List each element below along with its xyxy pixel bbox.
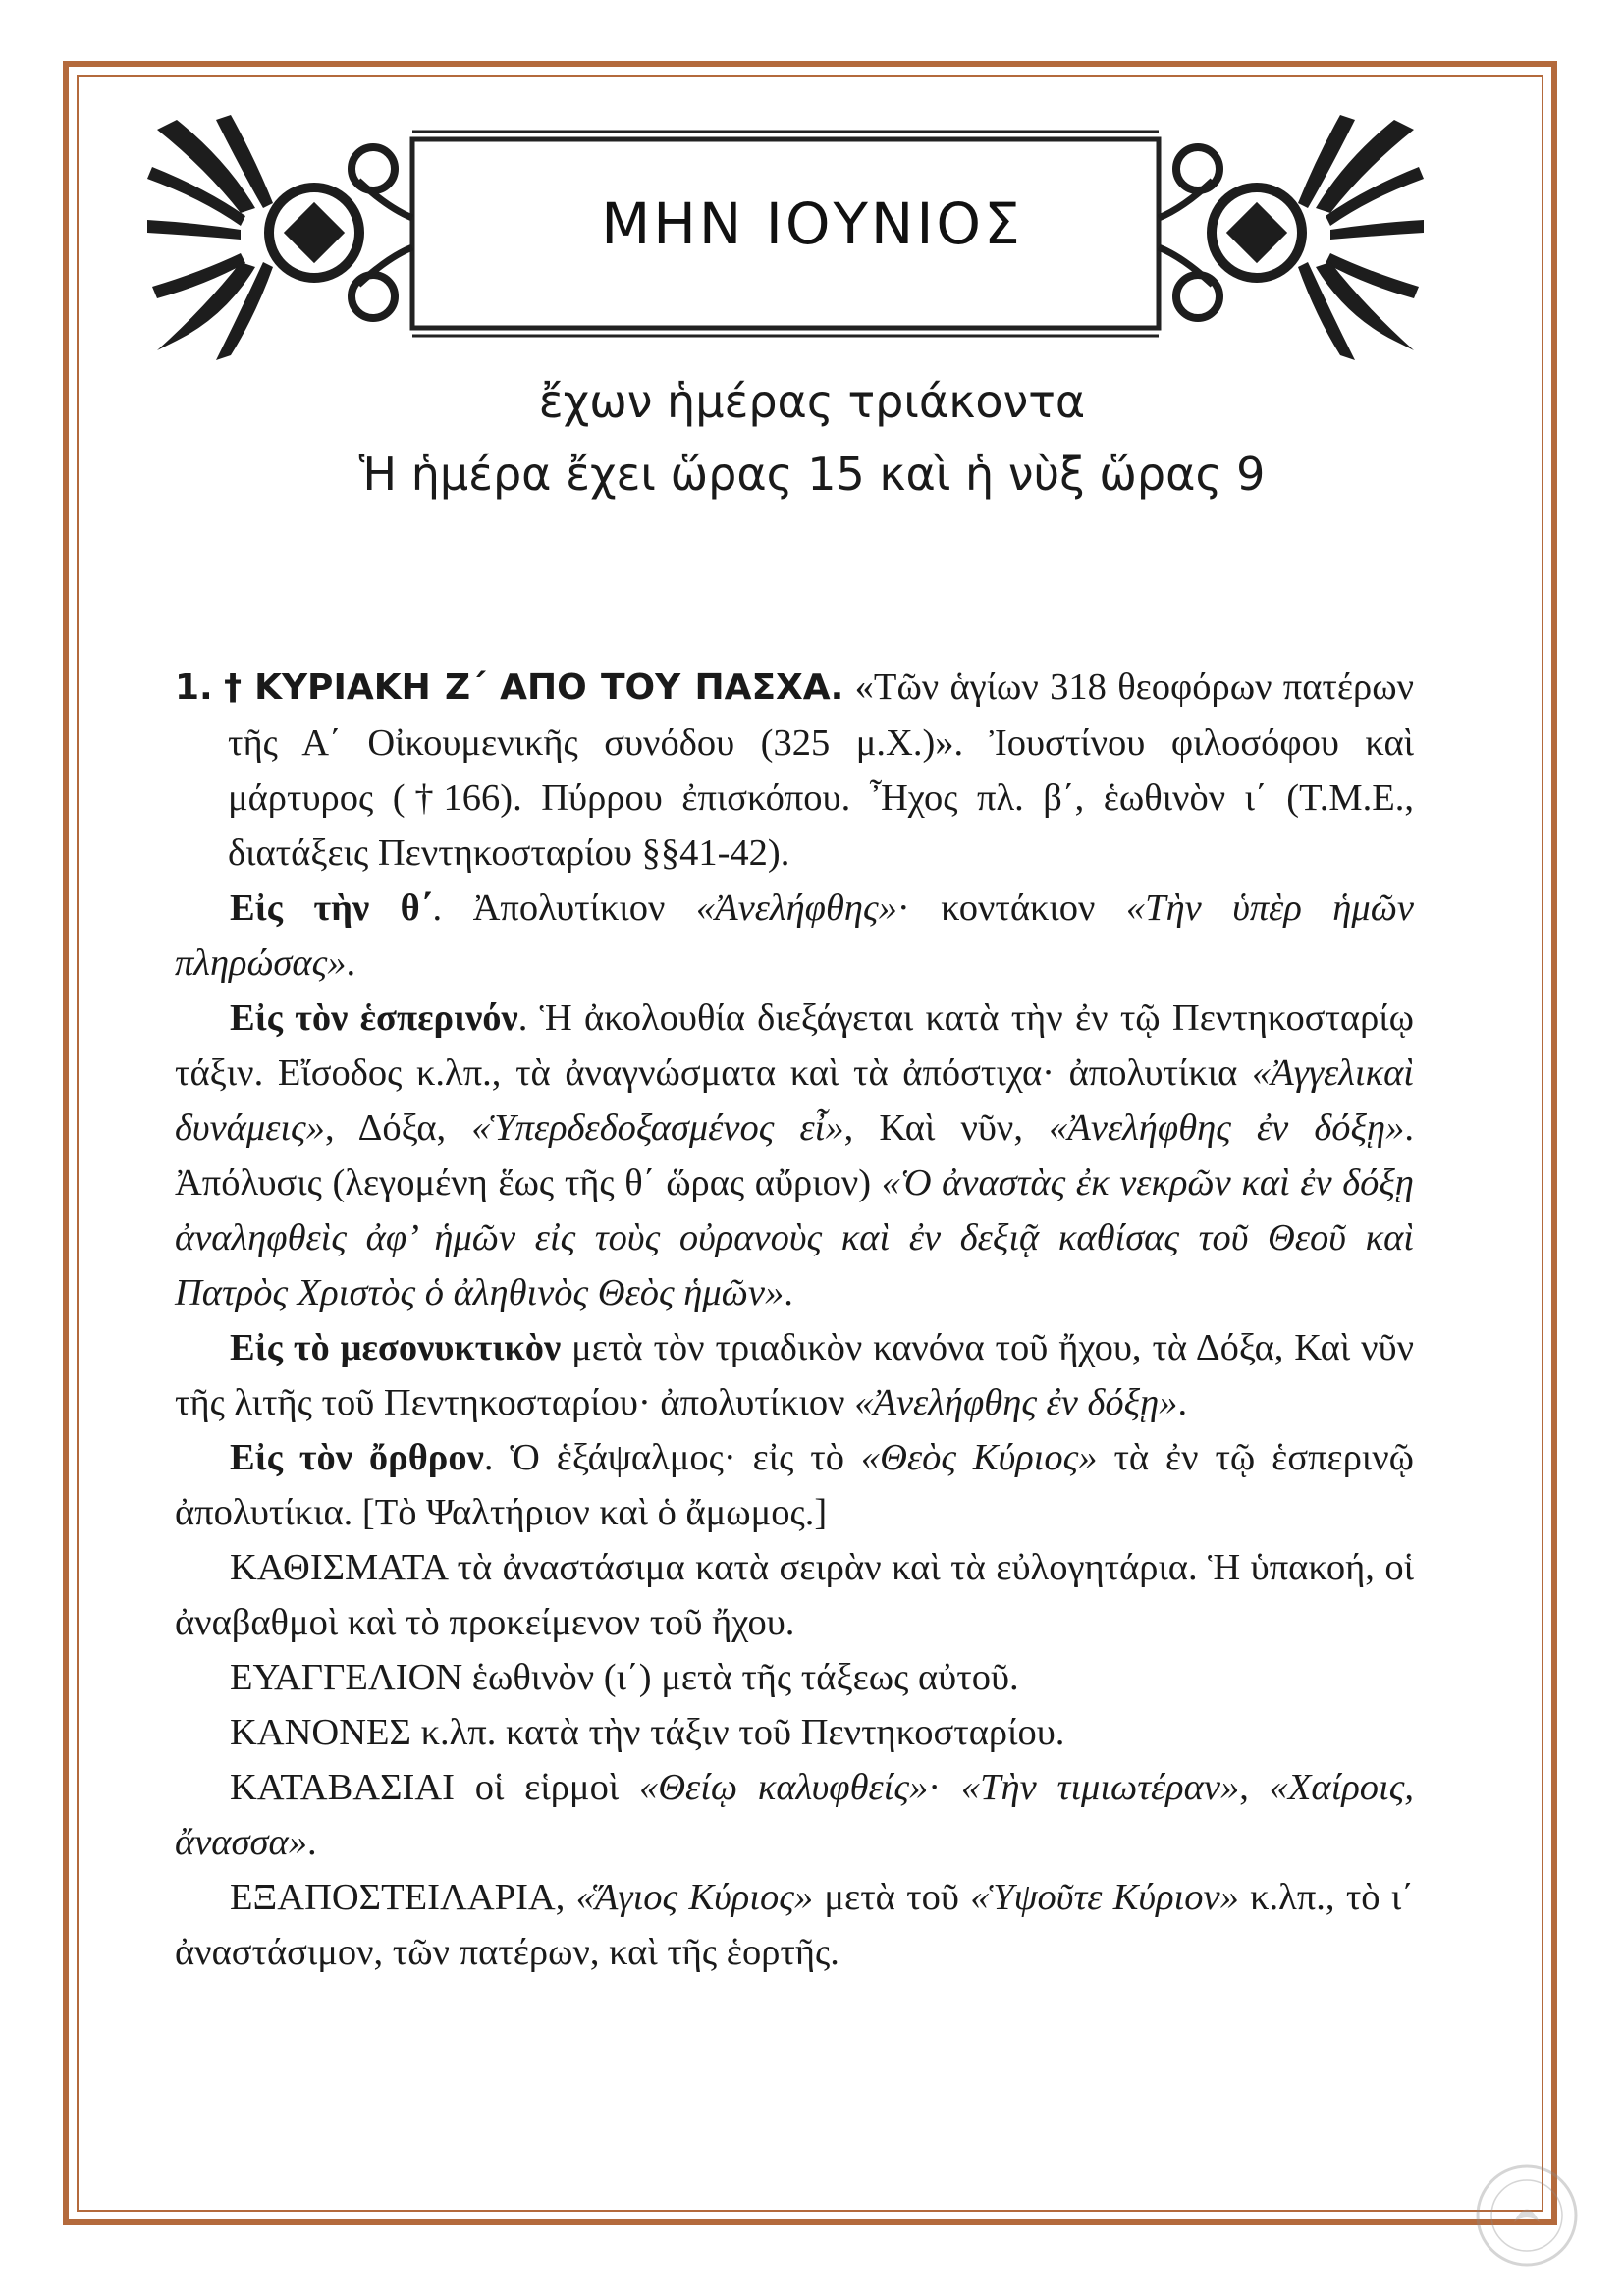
hours-line: Ἡ ἡμέρα ἔχει ὥρας 15 καὶ ἡ νὺξ ὥρας 9 <box>358 448 1266 501</box>
paragraph-exapostilaria <box>175 1870 1414 1980</box>
paragraph-text: κ.λπ., τὸ ι΄ ἀναστάσιμον, τῶν πατέρων, καὶ τῆς ἑορτῆς. <box>175 1877 1415 1973</box>
hymn-title: «Ἀνελήφθης ἐν δόξῃ» <box>854 1382 1178 1423</box>
entry-number: 1. <box>175 667 213 708</box>
paragraph-text: μετὰ τὸν τριαδικὸν κανόνα τοῦ ἤχου, τὰ Δόξα, Καὶ νῦν τῆς λιτῆς τοῦ Πεντηκοσταρίου· ἀπολυτίκιον <box>175 1327 1414 1423</box>
paragraph-text: ΚΑΤΑΒΑΣΙΑΙ οἱ εἱρμοὶ <box>230 1767 639 1808</box>
paragraph-vespers <box>175 990 1414 1320</box>
paragraph-text: , Καὶ νῦν, <box>843 1107 1050 1148</box>
paragraph-text: . <box>1177 1382 1188 1423</box>
paragraph-lead: Εἰς τὸν ὄρθρον <box>230 1437 484 1478</box>
hymn-title: «Χαίροις, ἄνασσα» <box>175 1767 1414 1863</box>
paragraph-lead: Εἰς τὸν ἑσπερινόν <box>230 997 518 1039</box>
paragraph-lead: Εἰς τὸ μεσονυκτικὸν <box>230 1327 562 1368</box>
month-title: ΜΗΝ ΙΟΥΝΙΟΣ <box>601 190 1023 257</box>
entry-intro-text: «Τῶν ἁγίων 318 θεοφόρων πατέρων τῆς Α΄ Οἰκουμενικῆς συνόδου (325 μ.Χ.)». Ἰουστίνου φιλοσόφου καὶ μάρτυρος (†166). Πύρρου ἐπισκόπου. Ἦχος πλ. β΄, ἑωθινὸν ι΄ (Τ.Μ.Ε., διατάξεις Πεντηκοσταρίου §§41-42). <box>228 667 1415 874</box>
paragraph-text: . Ἀπόλυσις (λεγομένη ἕως τῆς θ΄ ὥρας αὔριον) <box>175 1107 1414 1203</box>
paragraph-text: μετὰ τοῦ <box>813 1877 971 1918</box>
hymn-title: «Θείῳ καλυφθείς» <box>638 1767 929 1808</box>
entry-intro <box>175 660 1414 881</box>
dismissal-text: «Ὁ ἀναστὰς ἐκ νεκρῶν καὶ ἐν δόξῃ ἀναληφθεὶς ἀφ’ ἡμῶν εἰς τοὺς οὐρανοὺς καὶ ἐν δεξιᾷ καθίσας τοῦ Θεοῦ καὶ Πατρὸς Χριστὸς ὁ ἀληθινὸς Θεὸς ἡμῶν» <box>175 1162 1414 1313</box>
paragraph-kathismata: ΚΑΘΙΣΜΑΤΑ τὰ ἀναστάσιμα κατὰ σειρὰν καὶ τὰ εὐλογητάρια. Ἡ ὑπακοή, οἱ ἀναβαθμοὶ καὶ τὸ προκείμενον τοῦ ἤχου. <box>175 1547 1414 1643</box>
hymn-title: «Ἀνελήφθης» <box>695 887 897 929</box>
paragraph-midnight <box>175 1320 1414 1430</box>
days-line: ἔχων ἡμέρας τριάκοντα <box>538 375 1086 428</box>
paragraph-text: . Ἀπολυτίκιον <box>432 887 696 929</box>
paragraph-text: . Ἡ ἀκολουθία διεξάγεται κατὰ τὴν ἐν τῷ Πεντηκοσταρίῳ τάξιν. Εἴσοδος κ.λπ., τὰ ἀναγνώσματα καὶ τὰ ἀπόστιχα· ἀπολυτίκια <box>175 997 1414 1094</box>
paragraph-gospel: ΕΥΑΓΓΕΛΙΟΝ ἑωθινὸν (ι΄) μετὰ τῆς τάξεως αὐτοῦ. <box>230 1657 1019 1698</box>
paragraph-ninth-hour <box>175 881 1414 990</box>
hymn-title: «Ἅγιος Κύριος» <box>575 1877 814 1918</box>
paragraph-text: . <box>306 1822 317 1863</box>
paragraph-katavasiai <box>175 1760 1414 1870</box>
entry-heading: ΚΥΡΙΑΚΗ Ζ΄ ΑΠΟ ΤΟΥ ΠΑΣΧΑ. <box>254 667 844 708</box>
paragraph-canons: ΚΑΝΟΝΕΣ κ.λπ. κατὰ τὴν τάξιν τοῦ Πεντηκοσταρίου. <box>230 1712 1065 1753</box>
paragraph-text: · <box>928 1767 961 1808</box>
hymn-title: «Ὑψοῦτε Κύριον» <box>970 1877 1239 1918</box>
hymn-title: «Τὴν ὑπὲρ ἡμῶν πληρώσας» <box>175 887 1415 984</box>
paragraph-lead: Εἰς τὴν θ΄ <box>230 887 433 929</box>
paragraph-text: , Δόξα, <box>324 1107 472 1148</box>
hymn-title: «Ὑπερδεδοξασμένος εἶ» <box>471 1107 844 1148</box>
paragraph-text: τὰ ἐν τῷ ἑσπερινῷ ἀπολυτίκια. [Τὸ Ψαλτήριον καὶ ὁ ἄμωμος.] <box>175 1437 1415 1533</box>
paragraph-text: ΕΞΑΠΟΣΤΕΙΛΑΡΙΑ, <box>230 1877 576 1918</box>
paragraph-text: . <box>784 1272 793 1313</box>
hymn-title: «Θεὸς Κύριος» <box>860 1437 1098 1478</box>
seal-watermark <box>1473 2162 1581 2269</box>
hymn-title: «Ἀνελήφθης ἐν δόξῃ» <box>1049 1107 1405 1148</box>
paragraph-text: . Ὁ ἑξάψαλμος· εἰς τὸ <box>483 1437 861 1478</box>
paragraph-text: , <box>1239 1767 1270 1808</box>
entry-body <box>175 660 1414 1980</box>
paragraph-text: . <box>346 942 356 984</box>
hymn-title: «Τὴν τιμιωτέραν» <box>960 1767 1240 1808</box>
paragraph-orthros <box>175 1430 1414 1540</box>
hymn-title: «Ἀγγελικαὶ δυνάμεις» <box>175 1052 1414 1148</box>
entry-cross: † <box>224 667 244 708</box>
paragraph-text: · κοντάκιον <box>896 887 1126 929</box>
